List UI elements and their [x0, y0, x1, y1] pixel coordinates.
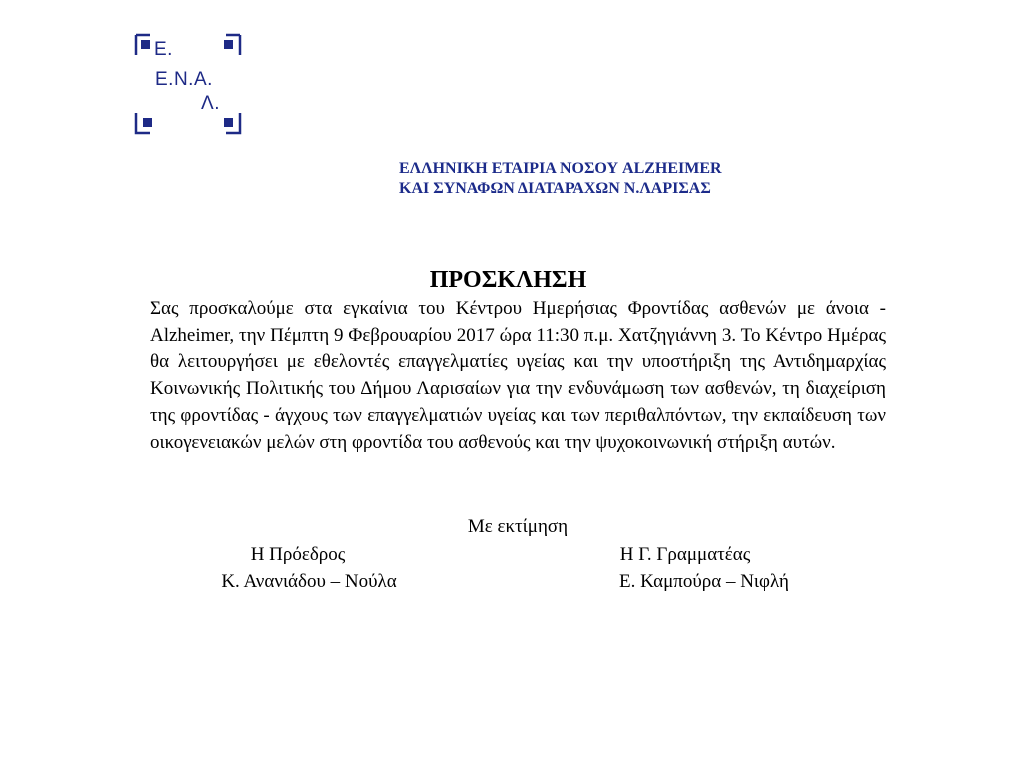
signature-secretary — [596, 541, 812, 595]
association-logo — [134, 33, 242, 135]
organization-name-line-1: ΕΛΛΗΝΙΚΗ ΕΤΑΙΡΙΑ ΝΟΣΟΥ ALZHEIMER — [399, 160, 722, 177]
logo-text-line-1: Ε. — [154, 39, 173, 60]
logo-square-top-left — [141, 40, 150, 49]
signature-president — [200, 541, 418, 595]
invitation-body-paragraph: Σας προσκαλούμε στα εγκαίνια του Κέντρου Ημερήσιας Φροντίδας ασθενών με άνοια - Alzheimer, την Πέμπτη 9 Φεβρουαρίου 2017 ώρα 11:30 π.μ. Χατζηγιάννη 3. Το Κέντρο Ημέρας θα λειτουργήσει με εθελοντές επαγγελματίες υγείας και την υποστήριξη της Αντιδημαρχίας Κοινωνικής Πολιτικής του Δήμου Λαρισαίων για την ενδυνάμωση των ασθενών, τη διαχείριση της φροντίδας - άγχους των επαγγελματιών υγείας και των περιθαλπόντων, την εκπαίδευση των οικογενειακών μελών στη φροντίδα του ασθενούς και την ψυχοκοινωνική στήριξη αυτών. — [150, 298, 886, 453]
signature-president-role: Η Πρόεδρος — [250, 544, 346, 565]
organization-name-line-2: ΚΑΙ ΣΥΝΑΦΩΝ ΔΙΑΤΑΡΑΧΩΝ Ν.ΛΑΡΙΣΑΣ — [399, 180, 711, 197]
invitation-title-row — [0, 266, 1024, 294]
invitation-body — [150, 296, 886, 456]
invitation-title: ΠΡΟΣΚΛΗΣΗ — [429, 267, 587, 293]
logo-square-bottom-left — [143, 118, 152, 127]
logo-square-bottom-right — [224, 118, 233, 127]
logo-text-line-2: Ε.Ν.Α. — [155, 69, 213, 90]
signature-president-name: Κ. Ανανιάδου – Νούλα — [221, 571, 397, 592]
signature-secretary-name: Ε. Καμπούρα – Νιφλή — [619, 571, 789, 592]
logo-square-top-right — [224, 40, 233, 49]
closing-phrase: Με εκτίμηση — [467, 516, 569, 537]
signature-secretary-role: Η Γ. Γραμματέας — [619, 544, 751, 565]
logo-text-line-3: Λ. — [201, 93, 220, 114]
organization-name — [399, 159, 722, 199]
closing-row — [0, 514, 1024, 540]
